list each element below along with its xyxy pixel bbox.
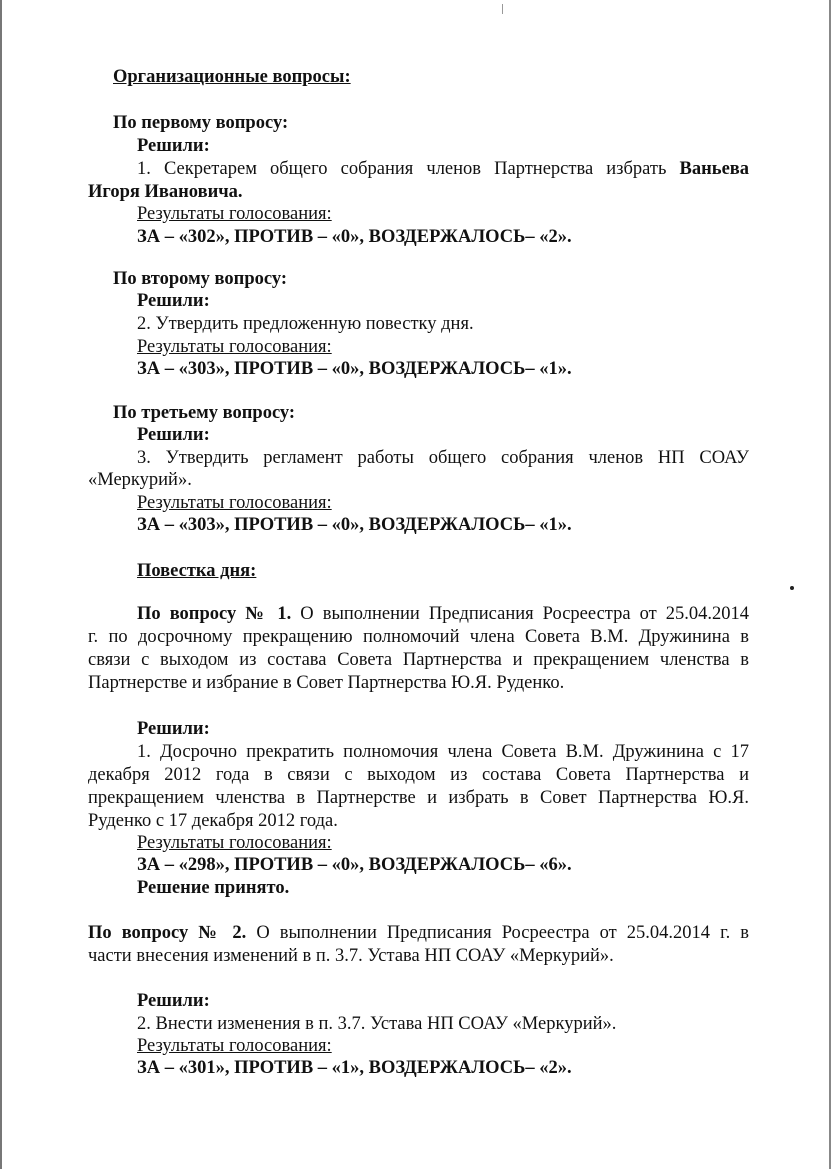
agenda-item2-decided: Решили: <box>137 991 210 1011</box>
scan-mark <box>502 4 503 14</box>
q1-text-line2: Игоря Ивановича. <box>88 182 243 202</box>
q1-text-line1: 1. Секретарем общего собрания членов Партнерства избрать Ваньева <box>137 159 750 179</box>
q3-results: ЗА – «303», ПРОТИВ – «0», ВОЗДЕРЖАЛОСЬ– «1». <box>137 515 572 535</box>
q3-text-line1: 3. Утвердить регламент работы общего собрания членов НП СОАУ <box>137 448 749 468</box>
q2-results: ЗА – «303», ПРОТИВ – «0», ВОЗДЕРЖАЛОСЬ– «1». <box>137 359 572 379</box>
q3-results-label: Результаты голосования: <box>137 493 332 513</box>
agenda-item1-results: ЗА – «298», ПРОТИВ – «0», ВОЗДЕРЖАЛОСЬ– «6». <box>137 855 572 875</box>
agenda-item1-line2: г. по досрочному прекращению полномочий члена Совета В.М. Дружинина в <box>88 627 749 647</box>
agenda-item1-dec-line1: 1. Досрочно прекратить полномочия члена Совета В.М. Дружинина с 17 <box>137 742 749 762</box>
agenda-heading: Повестка дня: <box>137 561 257 581</box>
q2-decided: Решили: <box>137 291 210 311</box>
agenda-item1-line1: По вопросу № 1. О выполнении Предписания Росреестра от 25.04.2014 <box>137 604 750 624</box>
agenda-item2-dec-line1: 2. Внести изменения в п. 3.7. Устава НП СОАУ «Меркурий». <box>137 1014 617 1034</box>
q1-results: ЗА – «302», ПРОТИВ – «0», ВОЗДЕРЖАЛОСЬ– «2». <box>137 227 572 247</box>
agenda-item2-line2: части внесения изменений в п. 3.7. Устава НП СОАУ «Меркурий». <box>88 946 614 966</box>
q1-heading: По первому вопросу: <box>113 113 289 133</box>
scan-speck <box>790 586 794 590</box>
agenda-item2-results-label: Результаты голосования: <box>137 1036 332 1056</box>
agenda-item1-line4: Партнерстве и избрание в Совет Партнерства Ю.Я. Руденко. <box>88 673 565 693</box>
org-heading: Организационные вопросы: <box>113 67 351 87</box>
q3-heading: По третьему вопросу: <box>113 403 296 423</box>
agenda-item1-line3: связи с выходом из состава Совета Партнерства и прекращением членства в <box>88 650 749 670</box>
q1-decided: Решили: <box>137 136 210 156</box>
agenda-item1-results-label: Результаты голосования: <box>137 833 332 853</box>
q1-results-label: Результаты голосования: <box>137 204 332 224</box>
agenda-item1-decided: Решили: <box>137 719 210 739</box>
q2-text: 2. Утвердить предложенную повестку дня. <box>137 314 474 334</box>
q2-results-label: Результаты голосования: <box>137 337 332 357</box>
q3-text-line2: «Меркурий». <box>88 470 192 490</box>
q2-heading: По второму вопросу: <box>113 269 287 289</box>
agenda-item1-dec-line4: Руденко с 17 декабря 2012 года. <box>88 811 338 831</box>
agenda-item1-accepted: Решение принято. <box>137 878 290 898</box>
agenda-item2-line1: По вопросу № 2. О выполнении Предписания Росреестра от 25.04.2014 г. в <box>88 923 750 943</box>
agenda-item1-dec-line3: прекращением членства в Партнерстве и избрать в Совет Партнерства Ю.Я. <box>88 788 749 808</box>
agenda-item2-results: ЗА – «301», ПРОТИВ – «1», ВОЗДЕРЖАЛОСЬ– «2». <box>137 1058 572 1078</box>
q3-decided: Решили: <box>137 425 210 445</box>
agenda-item1-dec-line2: декабря 2012 года в связи с выходом из состава Совета Партнерства и <box>88 765 749 785</box>
